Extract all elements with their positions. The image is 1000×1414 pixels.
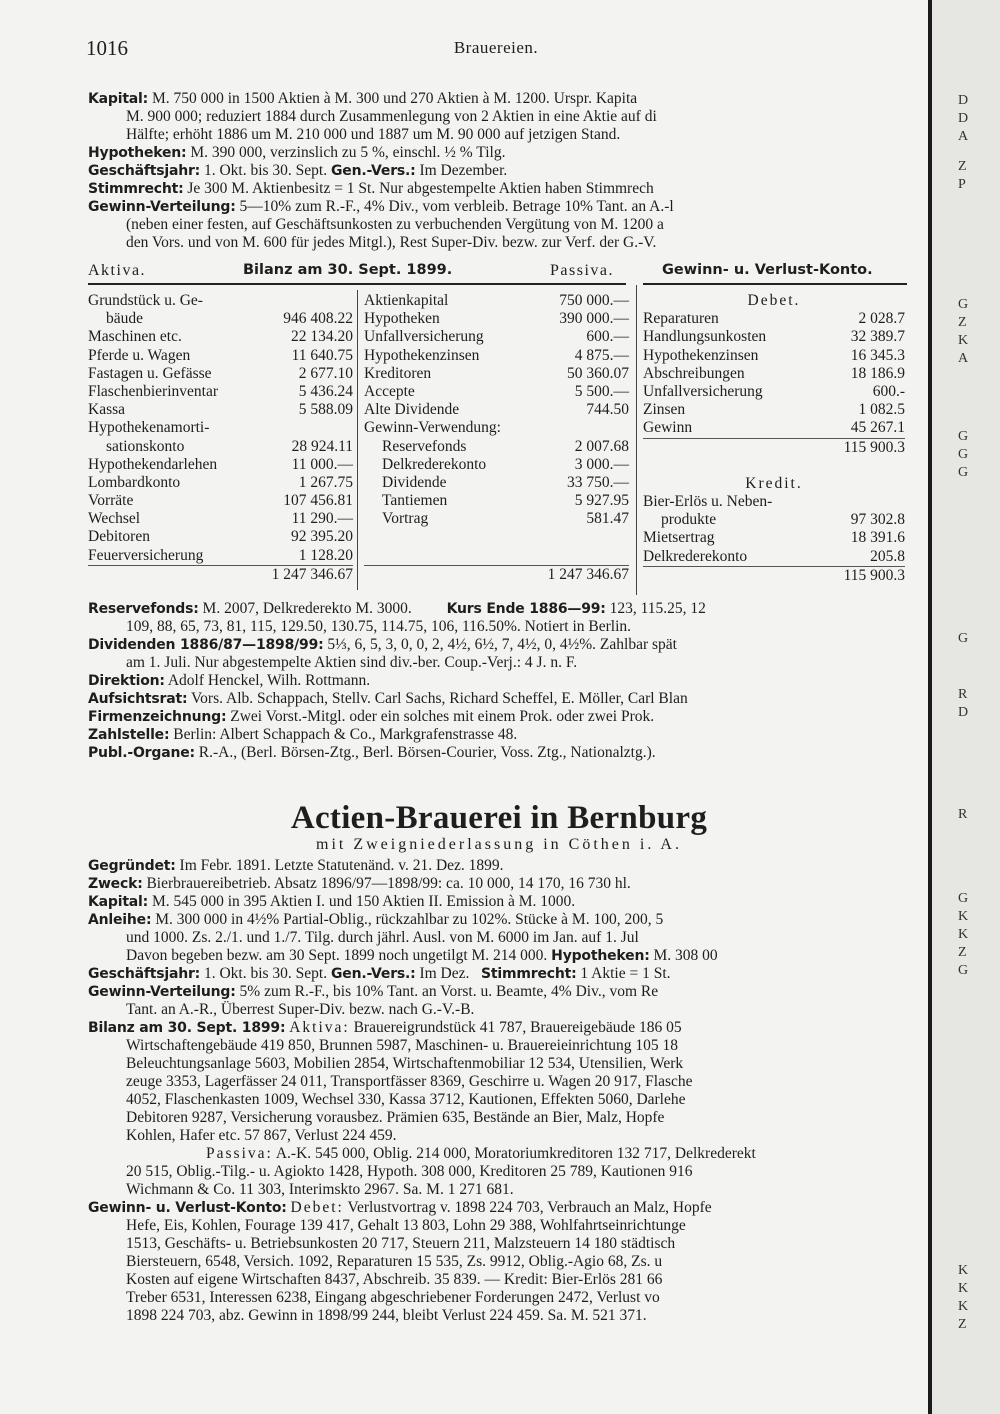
table-row: Pferde u. Wagen 11 640.75 <box>88 346 353 364</box>
info-kapital: Kapital: M. 750 000 in 1500 Aktien à M. 300 und 270 Aktien à M. 1200. Urspr. Kapita <box>88 90 638 107</box>
info-anleihe: Anleihe: M. 300 000 in 4½% Partial-Oblig., rückzahlbar zu 102%. Stücke à M. 100, 200, 5 <box>88 911 664 928</box>
table-row: Unfallversicherung 600.- <box>643 382 905 400</box>
info-aufsichtsrat: Aufsichtsrat: Vors. Alb. Schappach, Stellv. Carl Sachs, Richard Scheffel, E. Möller, Carl Blan <box>88 690 688 707</box>
info-reservefonds: Reservefonds: M. 2007, Delkrederekto M. 3000. Kurs Ende 1886—99: 123, 115.25, 12 <box>88 600 706 617</box>
table-row: Mietsertrag 18 391.6 <box>643 529 905 547</box>
table-row: Maschinen etc. 22 134.20 <box>88 328 353 346</box>
table-row <box>364 547 629 565</box>
table-row: Kassa 5 588.09 <box>88 401 353 419</box>
guv-column <box>643 292 905 585</box>
info-kapital: Kapital: M. 545 000 in 395 Aktien I. und 150 Aktien II. Emission à M. 1000. <box>88 893 576 910</box>
table-row: Bier-Erlös u. Neben- <box>643 493 773 511</box>
info-geschaeftsjahr: Geschäftsjahr: 1. Okt. bis 30. Sept. Gen.-Vers.: Im Dezember. <box>88 162 508 179</box>
info-bilanz: Bilanz am 30. Sept. 1899: Aktiva: Brauereigrundstück 41 787, Brauereigebäude 186 05 <box>88 1019 682 1036</box>
table-row: Dividende 33 750.— <box>382 473 629 491</box>
edge-fragment: K K K Z <box>958 1263 969 1332</box>
table-row: Abschreibungen 18 186.9 <box>643 364 905 382</box>
edge-fragment: R <box>958 807 968 822</box>
table-row: Vorräte 107 456.81 <box>88 492 353 510</box>
table-row: Vortrag 581.47 <box>382 510 629 528</box>
table-row: Aktienkapital 750 000.— <box>364 292 629 309</box>
company-info-top: Kapital: M. 750 000 in 1500 Aktien à M. 300 und 270 Aktien à M. 1200. Urspr. Kapita M. 900 000; reduziert 1884 durch Zusammenlegung von 2 Aktien in eine Aktie auf di Hälfte; erhöht 1886 um M. 210 000 und 1887 um M. 90 000 auf jetzigen Stand. Hypotheken: M. 390 000, verzinslich zu 5 %, einschl. ½ % Tilg. Geschäftsjahr: 1. Okt. bis 30. Sept. Gen.-Vers.: Im Dezember. Stimmrecht: Je 300 M. Aktienbesitz = 1 St. Nur abgestempelte Aktien haben Stimmrech Gewinn-Verteilung: 5—10% zum R.-F., 4% Div., vom verbleib. Betrage 10% Tant. an A.-l (neben einer festen, auf Geschäftsunkosten zu verbuchenden Vergütung von M. 1200 a den Vors. und von M. 600 für jedes Mitgl.), Rest Super-Div. bezw. zur Verf. der G.-V. <box>88 90 910 252</box>
table-row: Fastagen u. Gefässe 2 677.10 <box>88 364 353 382</box>
table-row: Delkrederekonto 3 000.— <box>382 455 629 473</box>
table-row: Hypotheken 390 000.— <box>364 310 629 328</box>
edge-fragment: Z P <box>958 159 967 192</box>
table-row: Gewinn-Verwendung: <box>364 419 501 437</box>
balance-rule <box>88 283 626 285</box>
table-row: Feuerversicherung 1 128.20 <box>88 546 353 564</box>
binding-edge-line <box>928 0 932 1414</box>
company-info-after: Reservefonds: M. 2007, Delkrederekto M. 3000. Kurs Ende 1886—99: 123, 115.25, 12 109, 88, 65, 73, 81, 115, 129.50, 130.75, 114.75, 106, 116.50%. Notiert in Berlin. Dividenden 1886/87—1898/99: 5⅓, 6, 5, 3, 0, 0, 2, 4½, 6½, 7, 4½, 0, 4½%. Zahlbar spät am 1. Juli. Nur abgestempelte Aktien sind div.-ber. Coup.-Verj.: 4 J. n. F. Direktion: Adolf Henckel, Wilh. Rottmann. Aufsichtsrat: Vors. Alb. Schappach, Stellv. Carl Sachs, Richard Scheffel, E. Möller, Carl Blan Firmenzeichnung: Zwei Vorst.-Mitgl. oder ein solches mit einem Prok. oder zwei Prok. Zahlstelle: Berlin: Albert Schappach & Co., Markgrafenstrasse 48. Publ.-Organe: R.-A., (Berl. Börsen-Ztg., Berl. Börsen-Courier, Voss. Ztg., Nationalztg.). <box>88 600 910 762</box>
guv-title: Gewinn- u. Verlust-Konto. <box>662 262 873 278</box>
table-row: Wechsel 11 290.— <box>88 510 353 528</box>
table-row: Flaschenbierinventar 5 436.24 <box>88 382 353 400</box>
balance-title: Bilanz am 30. Sept. 1899. <box>243 262 453 278</box>
table-row: Debitoren 92 395.20 <box>88 528 353 546</box>
debet-total-row: 115 900.3 <box>643 438 905 457</box>
aktiva-total-row: 1 247 346.67 <box>88 565 353 584</box>
table-row: Lombardkonto 1 267.75 <box>88 473 353 491</box>
info-direktion: Direktion: Adolf Henckel, Wilh. Rottmann. <box>88 672 371 689</box>
table-row: bäude 946 408.22 <box>106 310 353 328</box>
edge-fragment: G G G <box>958 429 969 480</box>
info-gewinn-verteilung: Gewinn-Verteilung: 5% zum R.-F., bis 10% Tant. an Vorst. u. Beamte, 4% Div., vom Re <box>88 983 659 1000</box>
page-header <box>86 36 906 64</box>
section-subtitle: mit Zweigniederlassung in Cöthen i. A. <box>316 836 682 853</box>
info-publ-organe: Publ.-Organe: R.-A., (Berl. Börsen-Ztg., Berl. Börsen-Courier, Voss. Ztg., Nationalztg.). <box>88 744 656 761</box>
table-row: Reparaturen 2 028.7 <box>643 310 905 328</box>
aktiva-column <box>88 292 353 584</box>
table-row: Tantiemen 5 927.95 <box>382 492 629 510</box>
table-row: produkte 97 302.8 <box>661 511 905 529</box>
column-divider <box>636 285 637 595</box>
aktiva-label: Aktiva. <box>88 262 147 279</box>
passiva-total-row: 1 247 346.67 <box>364 565 629 584</box>
section-title: Actien-Brauerei in Bernburg <box>290 800 708 836</box>
kredit-total-row: 115 900.3 <box>643 566 905 585</box>
info-gewinn-verteilung: Gewinn-Verteilung: 5—10% zum R.-F., 4% Div., vom verbleib. Betrage 10% Tant. an A.-l <box>88 198 674 215</box>
table-row: Delkrederekonto 205.8 <box>643 547 905 565</box>
page-number: 1016 <box>86 36 128 60</box>
info-gewinn-verlust: Gewinn- u. Verlust-Konto: Debet: Verlustvortrag v. 1898 224 703, Verbrauch an Malz, Hopfe <box>88 1199 712 1216</box>
info-hypotheken: Hypotheken: M. 390 000, verzinslich zu 5 %, einschl. ½ % Tilg. <box>88 144 506 161</box>
table-row: Hypothekenzinsen 16 345.3 <box>643 346 905 364</box>
table-row: Hypothekenzinsen 4 875.— <box>364 346 629 364</box>
table-row: Kreditoren 50 360.07 <box>364 364 629 382</box>
debet-label: Debet. <box>747 292 801 309</box>
table-row: Unfallversicherung 600.— <box>364 328 629 346</box>
info-gegruendet: Gegründet: Im Febr. 1891. Letzte Statutenänd. v. 21. Dez. 1899. <box>88 857 504 874</box>
edge-fragment: R D <box>958 687 969 720</box>
running-title: Brauereien. <box>453 38 539 57</box>
passiva-column <box>364 292 629 584</box>
guv-rule <box>643 283 907 285</box>
balance-header <box>88 262 908 284</box>
table-row: Handlungsunkosten 32 389.7 <box>643 328 905 346</box>
column-divider <box>357 290 358 590</box>
table-row: Grundstück u. Ge- <box>88 292 203 309</box>
edge-fragment: G Z K A <box>958 297 969 366</box>
table-row: Gewinn 45 267.1 <box>643 419 905 437</box>
info-zahlstelle: Zahlstelle: Berlin: Albert Schappach & Co., Markgrafenstrasse 48. <box>88 726 518 743</box>
info-geschaeftsjahr: Geschäftsjahr: 1. Okt. bis 30. Sept. Gen.-Vers.: Im Dez. Stimmrecht: 1 Aktie = 1 St. <box>88 965 671 982</box>
info-dividenden: Dividenden 1886/87—1898/99: 5⅓, 6, 5, 3, 0, 0, 2, 4½, 6½, 7, 4½, 0, 4½%. Zahlbar spät <box>88 636 677 653</box>
company-info-bernburg: Gegründet: Im Febr. 1891. Letzte Statutenänd. v. 21. Dez. 1899. Zweck: Bierbrauereibetrieb. Absatz 1896/97—1898/99: ca. 10 000, 14 170, 16 730 hl. Kapital: M. 545 000 in 395 Aktien I. und 150 Aktien II. Emission à M. 1000. Anleihe: M. 300 000 in 4½% Partial-Oblig., rückzahlbar zu 102%. Stücke à M. 100, 200, 5 und 1000. Zs. 2./1. und 1./7. Tilg. durch jährl. Ausl. von M. 6000 im Jan. auf 1. Jul Davon begeben bezw. am 30 Sept. 1899 noch ungetilgt M. 214 000. Hypotheken: M. 308 00 Geschäftsjahr: 1. Okt. bis 30. Sept. Gen.-Vers.: Im Dez. Stimmrecht: 1 Aktie = 1 St. Gewinn-Verteilung: 5% zum R.-F., bis 10% Tant. an Vorst. u. Beamte, 4% Div., vom Re Tant. an A.-R., Überrest Super-Div. bezw. nach G.-V.-B. Bilanz am 30. Sept. 1899: Aktiva: Brauereigrundstück 41 787, Brauereigebäude 186 05 Wirtschaftengebäude 419 850, Brunnen 5987, Maschinen- u. Brauereieinrichtung 105 18 Beleuchtungsanlage 5603, Mobilien 2854, Wirtschaftenmobiliar 12 534, Utensilien, Werk zeuge 3353, Lagerfässer 24 011, Transportfässer 8369, Geschirre u. Wagen 20 917, Flasche 4052, Flaschenkasten 1009, Wechsel 330, Kassa 3712, Kautionen, Effekten 5060, Darlehe Debitoren 9287, Versicherung vorausbez. Prämien 635, Bestände an Bier, Malz, Hopfe Kohlen, Hafer etc. 57 867, Verlust 224 459. Passiva: A.-K. 545 000, Oblig. 214 000, Moratoriumkreditoren 132 717, Delkrederekt 20 515, Oblig.-Tilg.- u. Agiokto 1428, Hypoth. 308 000, Kreditoren 25 789, Kautionen 916 Wichmann & Co. 11 303, Interimskto 2967. Sa. M. 1 271 681. Gewinn- u. Verlust-Konto: Debet: Verlustvortrag v. 1898 224 703, Verbrauch an Malz, Hopfe Hefe, Eis, Kohlen, Fourage 139 417, Gehalt 13 803, Lohn 29 388, Wohlfahrtseinrichtunge 1513, Geschäfts- u. Betriebsunkosten 20 717, Steuern 211, Malzsteuern 14 180 städtisch Biersteuern, 6548, Versich. 1092, Reparaturen 15 535, Zs. 9912, Oblig.-Agio 68, Zs. u Kosten auf eigene Wirtschaften 8437, Abschreib. 35 839. — Kredit: Bier-Erlös 281 66 Treber 6531, Interessen 6238, Eingang abgeschriebener Forderungen 2472, Verlust vo 1898 224 703, abz. Gewinn in 1898/99 244, bleibt Verlust 224 459. Sa. M. 521 371. <box>88 857 910 1325</box>
table-row: Hypothekendarlehen 11 000.— <box>88 455 353 473</box>
table-row <box>364 528 629 546</box>
edge-fragment: D D A <box>958 93 969 144</box>
table-row: Alte Dividende 744.50 <box>364 401 629 419</box>
table-row: Zinsen 1 082.5 <box>643 401 905 419</box>
edge-fragment: G <box>958 631 969 646</box>
edge-fragment: G K K Z G <box>958 891 969 978</box>
passiva-label: Passiva. <box>550 262 614 279</box>
table-row: sationskonto 28 924.11 <box>106 437 353 455</box>
kredit-label: Kredit. <box>745 474 803 492</box>
table-row: Hypothekenamorti- <box>88 419 210 437</box>
info-zweck: Zweck: Bierbrauereibetrieb. Absatz 1896/97—1898/99: ca. 10 000, 14 170, 16 730 hl. <box>88 875 631 892</box>
info-firmenzeichnung: Firmenzeichnung: Zwei Vorst.-Mitgl. oder ein solches mit einem Prok. oder zwei Prok. <box>88 708 655 725</box>
table-row: Reservefonds 2 007.68 <box>382 437 629 455</box>
table-row: Accepte 5 500.— <box>364 382 629 400</box>
table-row <box>643 457 905 475</box>
info-stimmrecht: Stimmrecht: Je 300 M. Aktienbesitz = 1 St. Nur abgestempelte Aktien haben Stimmrech <box>88 180 654 197</box>
